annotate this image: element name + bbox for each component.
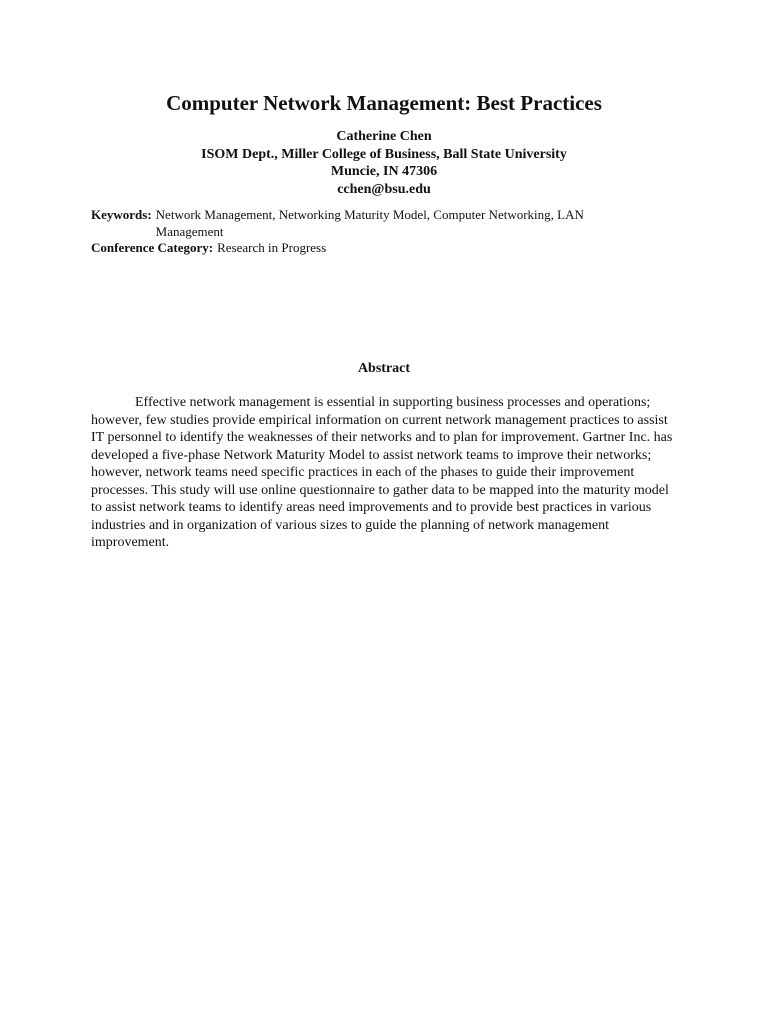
author-email: cchen@bsu.edu [337,181,431,197]
paper-title: Computer Network Management: Best Practices [166,91,602,115]
author-name: Catherine Chen [336,129,432,144]
keywords-row [91,207,691,240]
author-affiliation: ISOM Dept., Miller College of Business, Ball State University [201,146,567,162]
keywords-value: Network Management, Networking Maturity Model, Computer Networking, LAN Management [155,207,584,239]
abstract-body: Effective network management is essential in supporting business processes and operations; however, few studies provide empirical information on current network management practices to assist IT personnel to identify the weaknesses of their networks and to plan for improvement. Gartner Inc. has developed a five-phase Network Maturity Model to assist network teams to improve their networks; however, network teams need specific practices in each of the phases to guide their improvement processes. This study will use online questionnaire to gather data to be mapped into the maturity model to assist network teams to identify areas need improvements and to provide best practices in various industries and in organization of various sizes to guide the planning of network management improvement. [91,395,673,550]
category-label: Conference Category: [91,240,214,255]
author-block [0,128,768,198]
abstract-heading: Abstract [357,361,411,376]
keywords-label: Keywords: [91,207,152,222]
paper-metadata [91,207,691,257]
category-value: Research in Progress [217,240,327,255]
author-location: Muncie, IN 47306 [330,164,438,179]
category-row [91,240,691,257]
